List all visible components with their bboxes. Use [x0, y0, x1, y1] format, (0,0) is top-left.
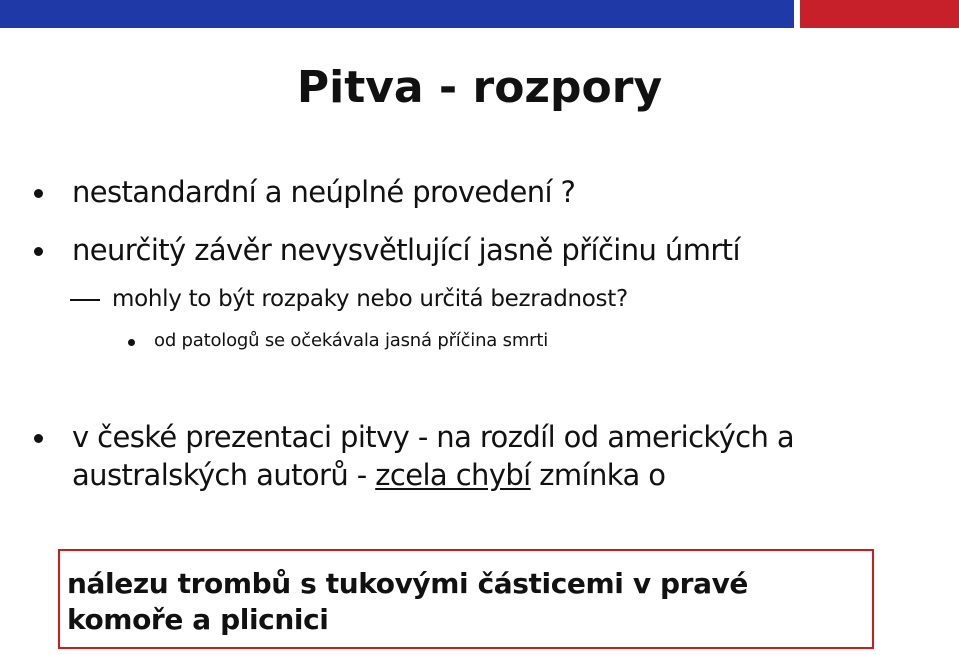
top-bar-blue	[0, 0, 794, 28]
bullet-text: neurčitý závěr nevysvětlující jasně příčinu úmrtí	[72, 233, 740, 267]
bullet-text-part: v české prezentaci pitvy - na rozdíl od amerických a australských autorů -	[72, 420, 795, 492]
slide-title: Pitva - rozpory	[296, 62, 663, 113]
highlight-box-text: nálezu trombů s tukovými částicemi v pravé komoře a plicnici	[67, 567, 749, 636]
sub-sub-bullet-text: od patologů se očekávala jasná příčina smrti	[154, 330, 549, 351]
bullet-item	[34, 418, 952, 494]
sub-bullet-text: mohly to být rozpaky nebo určitá bezradnost?	[112, 286, 628, 312]
bullet-icon	[128, 339, 135, 346]
bullet-text	[72, 418, 952, 494]
bullet-item	[34, 173, 575, 211]
bullet-icon	[34, 189, 43, 198]
bullet-text-part: zmínka o	[530, 458, 666, 492]
underlined-text: zcela chybí	[375, 458, 531, 492]
sub-sub-bullet-item	[128, 327, 548, 355]
bullet-icon	[34, 247, 43, 256]
top-bar-red	[800, 0, 959, 28]
sub-bullet-item	[70, 283, 628, 315]
bullet-item	[34, 231, 740, 269]
bullet-icon	[34, 434, 43, 443]
dash-icon	[70, 299, 100, 301]
bullet-text: nestandardní a neúplné provedení ?	[72, 175, 576, 209]
